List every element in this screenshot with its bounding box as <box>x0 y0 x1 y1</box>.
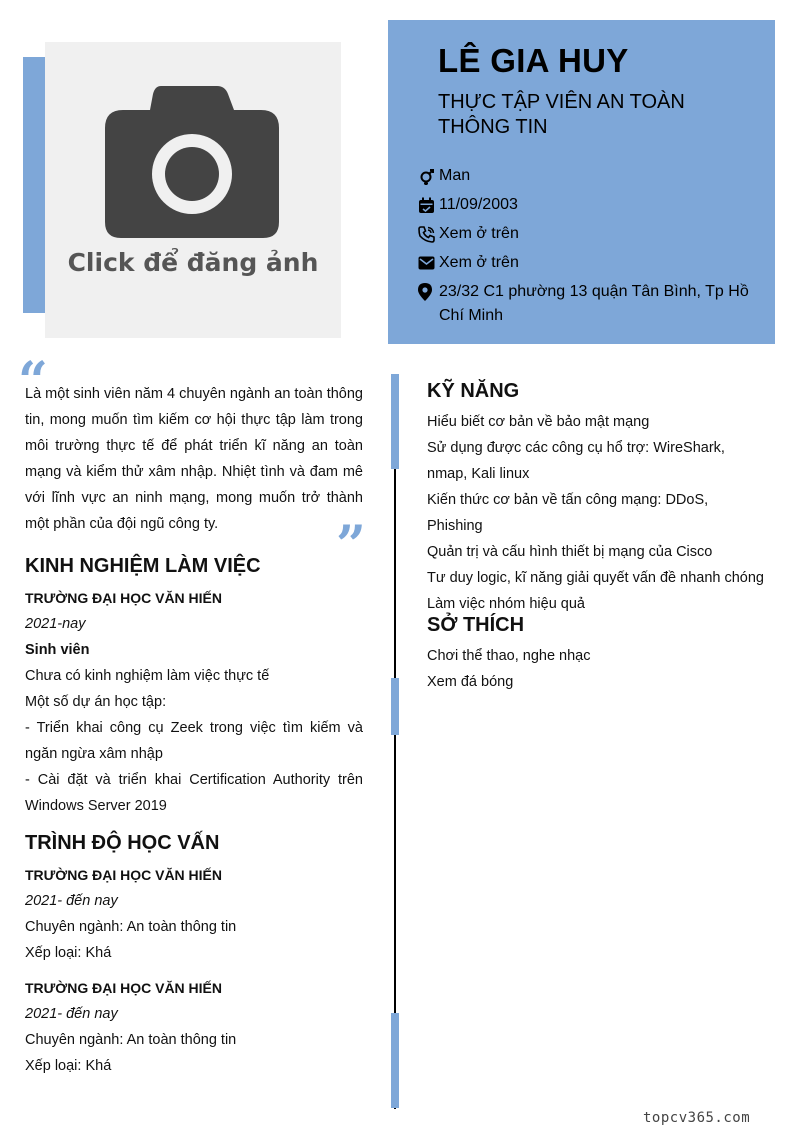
contact-phone <box>418 222 768 246</box>
contact-email <box>418 251 768 275</box>
experience-line: - Cài đặt và triển khai Certification Authority trên Windows Server 2019 <box>25 772 363 814</box>
experience-line: Chưa có kinh nghiệm làm việc thực tế <box>25 668 270 684</box>
gender-value: Man <box>439 167 471 184</box>
skill-item: Làm việc nhóm hiệu quả <box>427 596 585 612</box>
avatar-upload-label: Click để đăng ảnh <box>67 248 319 277</box>
map-pin-icon <box>418 280 439 304</box>
contact-gender <box>418 164 768 188</box>
avatar-upload[interactable] <box>45 42 341 338</box>
education-period: 2021- đến nay <box>25 1006 118 1022</box>
education-rank: Xếp loại: Khá <box>25 1058 112 1074</box>
education-entry <box>25 975 363 1079</box>
camera-icon <box>103 86 281 238</box>
gender-icon <box>418 164 439 188</box>
skill-item: Tư duy logic, kĩ năng giải quyết vấn đề nhanh chóng <box>427 570 764 586</box>
education-org: TRƯỜNG ĐẠI HỌC VĂN HIẾN <box>25 867 223 883</box>
profile-header <box>388 20 775 344</box>
experience-title: KINH NGHIỆM LÀM VIỆC <box>25 555 261 577</box>
experience-org: TRƯỜNG ĐẠI HỌC VĂN HIẾN <box>25 590 223 606</box>
timeline-marker <box>391 678 399 735</box>
career-summary: Là một sinh viên năm 4 chuyên ngành an toàn thông tin, mong muốn tìm kiếm cơ hội thực tập làm trong môi trường thực tế để phát triển kĩ năng an toàn mạng và kiểm thử xâm nhập. Nhiệt tình và đam mê với lĩnh vực an ninh mạng, mong muốn trở thành một phần của đội ngũ công ty. <box>25 386 363 532</box>
education-section <box>25 830 363 1079</box>
education-period: 2021- đến nay <box>25 893 118 909</box>
education-rank: Xếp loại: Khá <box>25 945 112 961</box>
education-title: TRÌNH ĐỘ HỌC VẤN <box>25 832 220 854</box>
watermark: topcv365.com <box>643 1110 751 1126</box>
address-value: 23/32 C1 phường 13 quận Tân Bình, Tp Hồ Chí Minh <box>439 283 749 324</box>
hobby-item: Xem đá bóng <box>427 674 514 690</box>
envelope-icon <box>418 251 439 275</box>
hobbies-title: SỞ THÍCH <box>427 614 525 636</box>
skill-item: Kiến thức cơ bản về tấn công mạng: DDoS, Phishing <box>427 492 709 534</box>
open-quote-icon: “ <box>18 351 48 412</box>
email-value: Xem ở trên <box>439 254 519 271</box>
skill-item: Hiểu biết cơ bản về bảo mật mạng <box>427 414 650 430</box>
timeline-marker <box>391 374 399 469</box>
education-entry <box>25 862 363 966</box>
skills-section <box>427 378 767 617</box>
contact-address <box>418 280 768 328</box>
experience-line: - Triển khai công cụ Zeek trong việc tìm kiếm và ngăn ngừa xâm nhập <box>25 720 363 762</box>
experience-role: Sinh viên <box>25 642 90 658</box>
phone-value: Xem ở trên <box>439 225 519 242</box>
hobby-item: Chơi thể thao, nghe nhạc <box>427 648 591 664</box>
experience-line: Một số dự án học tập: <box>25 694 167 710</box>
job-title: THỰC TẬP VIÊN AN TOÀN THÔNG TIN <box>438 91 685 138</box>
experience-section <box>25 553 363 819</box>
phone-icon <box>418 222 439 246</box>
experience-period: 2021-nay <box>25 616 86 632</box>
education-major: Chuyên ngành: An toàn thông tin <box>25 1032 237 1048</box>
timeline-divider <box>394 374 396 1109</box>
skill-item: Sử dụng được các công cụ hổ trợ: WireShark, nmap, Kali linux <box>427 440 725 482</box>
skills-title: KỸ NĂNG <box>427 380 520 402</box>
close-quote-icon: ” <box>336 515 366 576</box>
timeline-marker <box>391 1013 399 1108</box>
birthday-value: 11/09/2003 <box>439 196 518 213</box>
contact-birthday <box>418 193 768 217</box>
education-org: TRƯỜNG ĐẠI HỌC VĂN HIẾN <box>25 980 223 996</box>
skill-item: Quản trị và cấu hình thiết bị mạng của Cisco <box>427 544 713 560</box>
hobbies-section <box>427 612 767 695</box>
education-major: Chuyên ngành: An toàn thông tin <box>25 919 237 935</box>
contact-list <box>418 164 768 333</box>
candidate-name: LÊ GIA HUY <box>438 42 629 79</box>
calendar-icon <box>418 193 439 217</box>
